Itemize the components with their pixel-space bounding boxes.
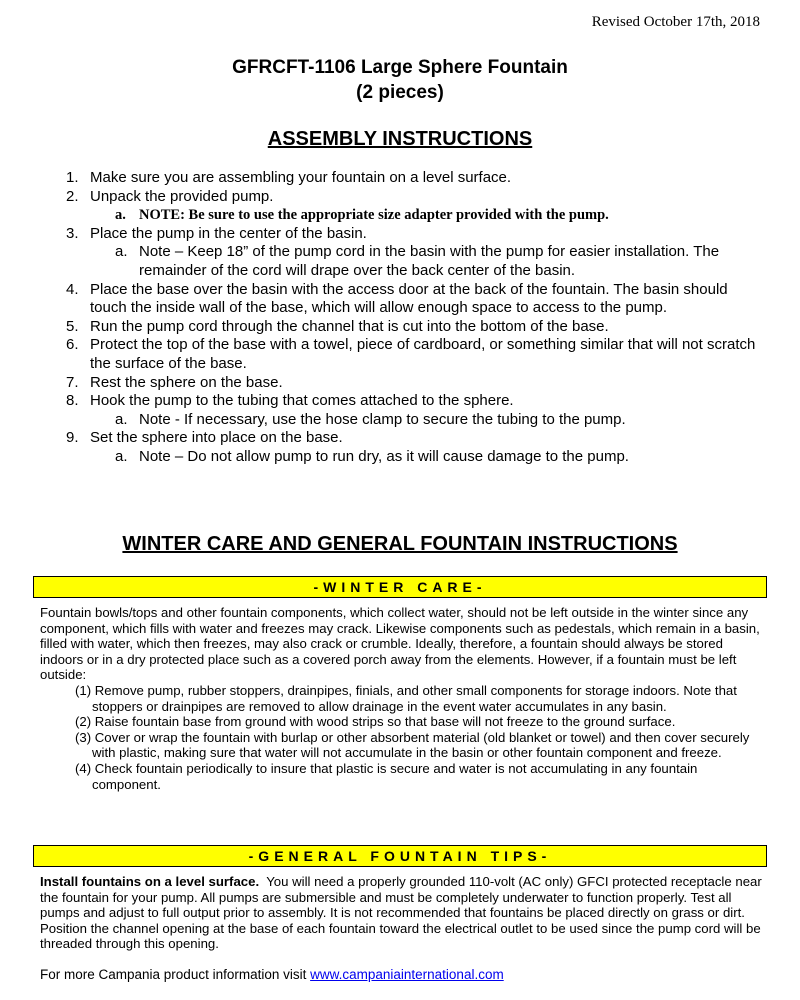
step-3 — [66, 225, 766, 244]
document-title — [0, 55, 800, 105]
tips-body: You will need a properly grounded 110-volt (AC only) GFCI protected receptacle near the fountain for your pump. All pumps are submersible and must be completely underwater to function properly. Test all pumps and adjust to full output prior to assembly. It is not recommended that fountains be placed directly on grass or dirt. Position the channel opening at the base of each fountain toward the electrical outlet to be used since the pump cord will be threaded through this opening. — [40, 874, 762, 952]
step-8 — [66, 392, 766, 411]
assembly-heading: ASSEMBLY INSTRUCTIONS — [267, 128, 533, 150]
title-line-1: GFRCFT-1106 Large Sphere Fountain — [232, 57, 568, 78]
winter-care-item: (3) Cover or wrap the fountain with burlap or other absorbent material (old blanket or towel) and then cover securely with plastic, making sure that water will not accumulate in the basin or other fountain component and freeze. — [75, 729, 750, 761]
step-number: 5. — [66, 317, 79, 335]
campania-website-link[interactable]: www.campaniainternational.com — [310, 967, 504, 982]
step-4 — [66, 281, 766, 318]
winter-care-heading: WINTER CARE AND GENERAL FOUNTAIN INSTRUCTIONS — [122, 533, 678, 555]
general-tips-text — [40, 874, 765, 952]
assembly-steps — [66, 169, 766, 467]
step-5 — [66, 318, 766, 337]
step-6 — [66, 336, 766, 373]
substep-text: Note - If necessary, use the hose clamp to secure the tubing to the pump. — [139, 410, 626, 428]
step-text: Place the pump in the center of the basin. — [90, 224, 367, 242]
step-9 — [66, 429, 766, 448]
step-text: Hook the pump to the tubing that comes attached to the sphere. — [90, 392, 514, 410]
step-text: Unpack the provided pump. — [90, 187, 274, 205]
step-text: Set the sphere into place on the base. — [90, 429, 343, 447]
revision-date: Revised October 17th, 2018 — [591, 14, 760, 30]
step-text: Run the pump cord through the channel that is cut into the bottom of the base. — [90, 317, 609, 335]
step-text: Protect the top of the base with a towel, piece of cardboard, or something similar that will not scratch the surface of the base. — [90, 336, 756, 372]
substep-letter: a. — [115, 447, 128, 465]
step-number: 8. — [66, 392, 79, 410]
winter-care-item: (4) Check fountain periodically to insure that plastic is secure and water is not accumulating in any fountain component. — [75, 760, 698, 792]
tips-bold-lead: Install fountains on a level surface. — [40, 874, 260, 889]
step-text: Place the base over the basin with the access door at the back of the fountain. The basin should touch the inside wall of the base, which will allow enough space to access to the pump. — [90, 280, 728, 317]
step-3a — [66, 243, 766, 280]
substep-letter: a. — [115, 410, 128, 428]
step-number: 6. — [66, 336, 79, 354]
winter-care-banner: -WINTER CARE- — [33, 576, 767, 598]
substep-text: NOTE: Be sure to use the appropriate size adapter provided with the pump. — [139, 207, 609, 224]
winter-care-section — [40, 605, 765, 792]
winter-care-item: (1) Remove pump, rubber stoppers, drainpipes, finials, and other small components for storage indoors. Note that stoppers or drainpipes are removed to allow drainage in the event water accumulates in any basin. — [75, 682, 737, 714]
winter-care-intro: Fountain bowls/tops and other fountain components, which collect water, should not be left outside in the winter since any component, which fills with water and freezes may crack. Likewise components such as pedestals, which remain in a basin, filled with water, which then freezes, may also crack or crumble. Ideally, therefore, a fountain should always be stored indoors or in a dry protected place such as a covered porch away from the elements. However, if a fountain must be left outside: — [40, 605, 760, 683]
step-9a — [66, 448, 766, 467]
substep-text: Note – Do not allow pump to run dry, as it will cause damage to the pump. — [139, 447, 629, 465]
footer — [40, 967, 504, 982]
step-number: 4. — [66, 280, 79, 298]
substep-letter: a. — [115, 243, 128, 261]
step-2 — [66, 188, 766, 207]
substep-letter: a. — [115, 207, 126, 224]
substep-text: Note – Keep 18” of the pump cord in the basin with the pump for easier installation. The remainder of the cord will drape over the back center of the basin. — [139, 243, 720, 279]
step-number: 2. — [66, 187, 79, 205]
step-number: 9. — [66, 429, 79, 447]
footer-text: For more Campania product information visit — [40, 967, 311, 982]
step-text: Rest the sphere on the base. — [90, 373, 283, 391]
step-8a — [66, 411, 766, 430]
winter-care-item: (2) Raise fountain base from ground with wood strips so that base will not freeze to the ground surface. — [75, 714, 676, 730]
general-tips-banner: -GENERAL FOUNTAIN TIPS- — [33, 845, 767, 867]
step-number: 7. — [66, 373, 79, 391]
step-7 — [66, 374, 766, 393]
step-2a — [66, 206, 766, 225]
step-text: Make sure you are assembling your fountain on a level surface. — [90, 169, 512, 186]
step-number: 3. — [66, 224, 79, 242]
step-number: 1. — [66, 169, 79, 186]
title-line-2: (2 pieces) — [356, 82, 444, 103]
step-1 — [66, 169, 766, 188]
